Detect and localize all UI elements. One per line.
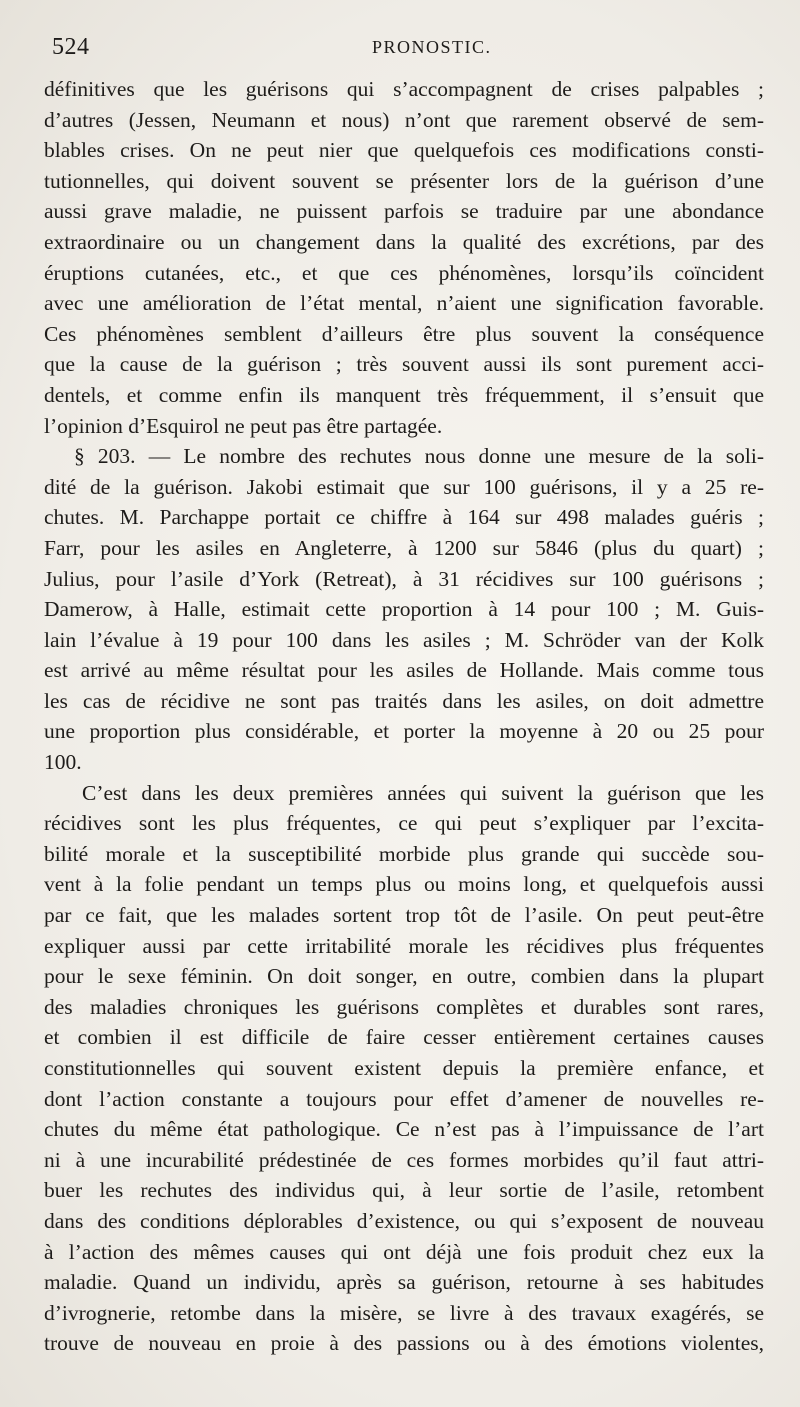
text-line: trouve de nouveau en proie à des passions ou à des émotions violentes,	[44, 1331, 764, 1356]
text-line: vent à la folie pendant un temps plus ou moins long, et quelquefois aussi	[44, 872, 764, 897]
text-line: § 203. — Le nombre des rechutes nous donne une mesure de la soli-	[74, 444, 764, 469]
text-line: chutes du même état pathologique. Ce n’est pas à l’impuissance de l’art	[44, 1117, 764, 1142]
text-line: Damerow, à Halle, estimait cette proportion à 14 pour 100 ; M. Guis-	[44, 597, 764, 622]
text-line: est arrivé au même résultat pour les asiles de Hollande. Mais comme tous	[44, 658, 764, 683]
text-line: avec une amélioration de l’état mental, n’aient une signification favorable.	[44, 291, 764, 316]
text-line: Julius, pour l’asile d’York (Retreat), à 31 récidives sur 100 guérisons ;	[44, 566, 764, 591]
body-text	[44, 74, 764, 1359]
text-line: dité de la guérison. Jakobi estimait que sur 100 guérisons, il y a 25 re-	[44, 474, 764, 499]
text-line: dont l’action constante a toujours pour effet d’amener de nouvelles re-	[44, 1086, 764, 1111]
text-line: d’ivrognerie, retombe dans la misère, se livre à des travaux exagérés, se	[44, 1300, 764, 1325]
text-line: Ces phénomènes semblent d’ailleurs être plus souvent la conséquence	[44, 321, 764, 346]
text-line: C’est dans les deux premières années qui suivent la guérison que les	[82, 780, 764, 805]
text-line: dentels, et comme enfin ils manquent très fréquemment, il s’ensuit que	[44, 382, 764, 407]
text-line: ni à une incurabilité prédestinée de ces formes morbides qu’il faut attri-	[44, 1147, 764, 1172]
text-line: aussi grave maladie, ne puissent parfois se traduire par une abondance	[44, 199, 764, 224]
text-line: extraordinaire ou un changement dans la qualité des excrétions, par des	[44, 229, 764, 254]
text-line: bilité morale et la susceptibilité morbide plus grande qui succède sou-	[44, 841, 764, 866]
text-line: constitutionnelles qui souvent existent depuis la première enfance, et	[44, 1056, 764, 1080]
text-line: maladie. Quand un individu, après sa guérison, retourne à ses habitudes	[44, 1270, 764, 1295]
text-line: les cas de récidive ne sont pas traités dans les asiles, on doit admettre	[44, 688, 764, 713]
text-line: Farr, pour les asiles en Angleterre, à 1200 sur 5846 (plus du quart) ;	[44, 535, 764, 560]
text-line: à l’action des mêmes causes qui ont déjà une fois produit chez eux la	[44, 1239, 764, 1264]
page-number: 524	[52, 34, 90, 60]
text-line: et combien il est difficile de faire cesser entièrement certaines causes	[44, 1025, 764, 1050]
text-line: des maladies chroniques les guérisons complètes et durables sont rares,	[44, 994, 764, 1019]
page-header	[52, 34, 760, 66]
text-line: récidives sont les plus fréquentes, ce qui peut s’expliquer par l’excita-	[44, 811, 764, 836]
text-line: dans des conditions déplorables d’existence, ou qui s’exposent de nouveau	[44, 1208, 764, 1233]
text-line: 100.	[44, 750, 82, 775]
text-line: éruptions cutanées, etc., et que ces phénomènes, lorsqu’ils coïncident	[44, 260, 764, 285]
paragraph-1	[44, 74, 764, 441]
text-line: chutes. M. Parchappe portait ce chiffre à 164 sur 498 malades guéris ;	[44, 505, 764, 530]
text-line: expliquer aussi par cette irritabilité morale les récidives plus fréquentes	[44, 933, 764, 958]
text-line: l’opinion d’Esquirol ne peut pas être partagée.	[44, 413, 443, 438]
paragraph-3	[44, 778, 764, 1359]
paragraph-section-203	[44, 441, 764, 778]
text-line: pour le sexe féminin. On doit songer, en outre, combien dans la plupart	[44, 964, 764, 989]
text-line: par ce fait, que les malades sortent trop tôt de l’asile. On peut peut-être	[44, 903, 764, 928]
text-line: lain l’évalue à 19 pour 100 dans les asiles ; M. Schröder van der Kolk	[44, 627, 764, 652]
text-line: que la cause de la guérison ; très souvent aussi ils sont purement acci-	[44, 352, 764, 377]
text-line: une proportion plus considérable, et porter la moyenne à 20 ou 25 pour	[44, 719, 764, 744]
running-head: PRONOSTIC.	[372, 37, 492, 57]
text-line: blables crises. On ne peut nier que quelquefois ces modifications consti-	[44, 138, 764, 163]
text-line: tutionnelles, qui doivent souvent se présenter lors de la guérison d’une	[44, 168, 764, 193]
text-line: d’autres (Jessen, Neumann et nous) n’ont que rarement observé de sem-	[44, 107, 764, 132]
text-line: définitives que les guérisons qui s’accompagnent de crises palpables ;	[44, 77, 764, 101]
text-line: buer les rechutes des individus qui, à leur sortie de l’asile, retombent	[44, 1178, 764, 1203]
